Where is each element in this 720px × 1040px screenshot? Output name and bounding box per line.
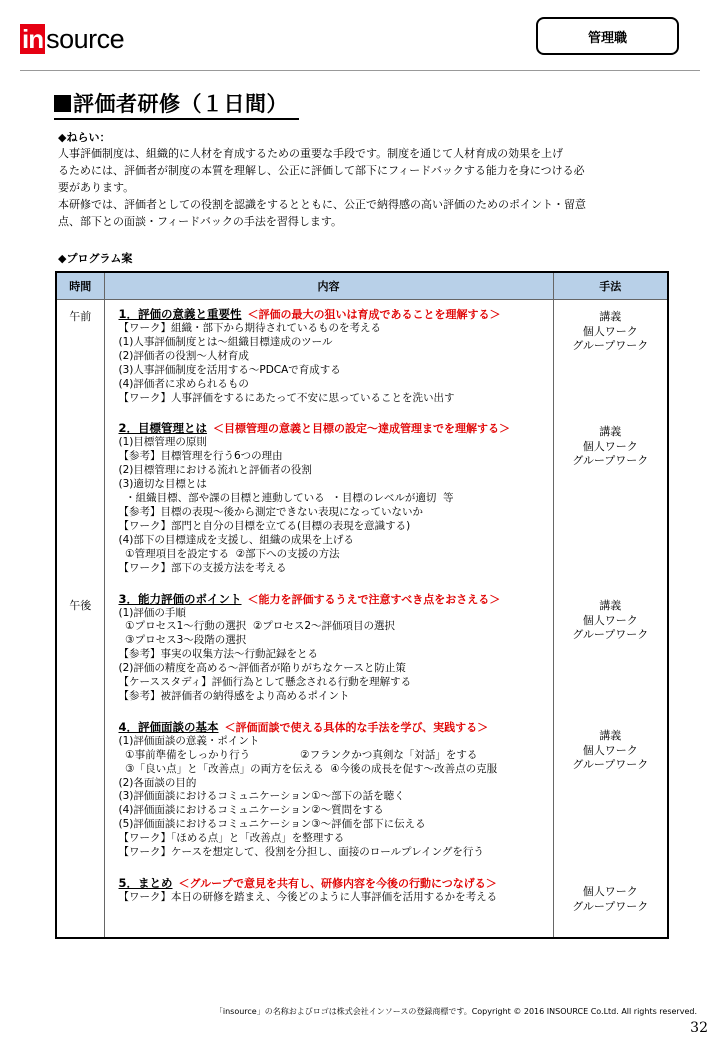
insource-logo xyxy=(20,24,124,54)
method-item: 講義 xyxy=(599,599,622,612)
aim-heading: ◆ねらい： xyxy=(58,131,111,144)
aim-line: 点、部下との面談・フィードバックの手法を習得します。 xyxy=(58,215,343,228)
block-line: (4)評価面談におけるコミュニケーション②～質問をする xyxy=(118,804,384,817)
block-line: 【ワーク】部下の支援方法を考える xyxy=(118,561,287,574)
program-heading: ◆プログラム案 xyxy=(58,252,133,265)
block-line: (4)部下の目標達成を支援し、組織の成果を上げる xyxy=(118,533,354,546)
logo-wordmark: source xyxy=(46,24,125,54)
block-line: 【ワーク】本日の研修を踏まえ、今後どのように人事評価を活用するかを考える xyxy=(118,891,498,903)
page-number: 32 xyxy=(690,1020,708,1036)
block-line: ①事前準備をしっかり行う ②フランクかつ真剣な「対話」をする xyxy=(118,748,478,761)
aim-line: るためには、評価者が制度の本質を理解し、公正に評価して部下にフィードバックする能力を身につける必 xyxy=(58,164,585,177)
block-line: ・組織目標、部や課の目標と連動している ・目標のレベルが適切 等 xyxy=(118,492,454,505)
block-methods xyxy=(554,599,668,643)
method-item: グループワーク xyxy=(572,628,649,641)
method-item: 個人ワーク xyxy=(582,439,638,453)
program-table-header-row xyxy=(56,272,668,300)
title-underline xyxy=(54,118,299,120)
block-line: (1)評価面談の意義・ポイント xyxy=(118,734,260,747)
block-line: 【ケーススタディ】評価行為として懸念される行動を理解する xyxy=(118,676,412,689)
block-heading xyxy=(119,720,553,735)
block-line: (3)適切な目標とは xyxy=(118,478,207,491)
block-line: 【ワーク】組織・部下から期待されているものを考える xyxy=(118,322,381,334)
block-subtitle: ＜目標管理の意義と目標の設定～達成管理までを理解する＞ xyxy=(213,422,511,436)
block-line: (4)評価者に求められるもの xyxy=(118,377,249,390)
block-title: 5．まとめ xyxy=(118,876,173,890)
block-title: 2．目標管理とは xyxy=(118,421,208,436)
block-line: (3)人事評価制度を活用する～PDCAで育成する xyxy=(118,363,341,376)
program-block xyxy=(119,592,553,704)
header-time: 時間 xyxy=(56,272,104,300)
block-heading xyxy=(119,307,553,322)
block-line: 【参考】目標の表現～後から測定できない表現になっていないか xyxy=(118,505,423,518)
block-heading xyxy=(119,592,553,607)
program-block xyxy=(119,876,553,905)
block-subtitle: ＜グループで意見を共有し、研修内容を今後の行動につなげる＞ xyxy=(178,877,497,890)
block-line: (2)評価者の役割～人材育成 xyxy=(118,349,249,362)
block-methods xyxy=(554,885,668,914)
black-square-icon xyxy=(54,95,71,112)
block-line: 【参考】被評価者の納得感をより高めるポイント xyxy=(118,689,350,702)
method-item: 個人ワーク xyxy=(582,324,638,338)
method-item: 個人ワーク xyxy=(582,885,638,898)
time-am: 午前 xyxy=(69,310,92,323)
block-line: 【参考】目標管理を行う6つの理由 xyxy=(118,450,283,463)
block-line: 【ワーク】部門と自分の目標を立てる(目標の表現を意識する) xyxy=(118,519,411,532)
method-item: グループワーク xyxy=(572,339,649,352)
block-line: (1)評価の手順 xyxy=(118,606,186,619)
program-table xyxy=(55,271,669,939)
block-heading xyxy=(119,876,553,891)
block-line: (2)各面談の目的 xyxy=(118,776,197,789)
time-column xyxy=(56,300,104,939)
program-block xyxy=(119,421,553,575)
block-line: (5)評価面談におけるコミュニケーション③～評価を部下に伝える xyxy=(118,818,426,831)
block-subtitle: ＜評価面談で使える具体的な手法を学び、実践する＞ xyxy=(224,720,489,734)
block-line: 【ワーク】「ほめる点」と「改善点」を整理する xyxy=(118,832,345,845)
page-title-text: 評価者研修（１日間） xyxy=(73,92,288,116)
content-column xyxy=(104,300,553,939)
method-item: 個人ワーク xyxy=(582,743,638,757)
block-line: 【参考】事実の収集方法～行動記録をとる xyxy=(118,648,318,661)
method-column xyxy=(553,300,668,939)
block-line: 【ワーク】ケースを想定して、役割を分担し、面接のロールプレイングを行う xyxy=(118,846,484,859)
block-line: ①プロセス1～行動の選択 ②プロセス2～評価項目の選択 xyxy=(118,620,396,633)
aim-line: 人事評価制度は、組織的に人材を育成するための重要な手段です。制度を通じて人材育成の効果を上げ xyxy=(58,147,564,160)
method-item: 講義 xyxy=(599,310,622,323)
category-badge: 管理職 xyxy=(536,17,679,55)
method-item: 講義 xyxy=(599,729,622,742)
block-line: (3)評価面談におけるコミュニケーション①～部下の話を聴く xyxy=(118,790,405,803)
block-heading xyxy=(119,421,553,436)
header-content: 内容 xyxy=(104,272,553,300)
method-item: 個人ワーク xyxy=(582,613,638,627)
block-title: 3．能力評価のポイント xyxy=(118,591,242,606)
block-line: 【ワーク】人事評価をするにあたって不安に思っていることを洗い出す xyxy=(118,391,455,404)
block-methods xyxy=(554,729,668,773)
copyright-footer: 「insource」の名称およびロゴは株式会社インソースの登録商標です。Copyright © 2016 INSOURCE Co.Ltd. All rights reserved. xyxy=(214,1007,697,1016)
block-line: (1)人事評価制度とは～組織目標達成のツール xyxy=(118,335,333,348)
block-methods xyxy=(554,425,668,469)
aim-line: 要があります。 xyxy=(58,181,135,194)
header-divider xyxy=(20,70,700,71)
block-title: 4．評価面談の基本 xyxy=(118,719,219,734)
block-subtitle: ＜評価の最大の狙いは育成であることを理解する＞ xyxy=(247,308,501,321)
page-title xyxy=(54,88,288,118)
block-title: 1．評価の意義と重要性 xyxy=(118,307,242,321)
program-block xyxy=(119,307,553,405)
aim-paragraph xyxy=(58,145,648,230)
header-method: 手法 xyxy=(553,272,668,300)
method-item: 講義 xyxy=(599,425,622,438)
block-line: (1)目標管理の原則 xyxy=(118,436,207,449)
program-table-body-row xyxy=(56,300,668,939)
block-line: ③「良い点」と「改善点」の両方を伝える ④今後の成長を促す～改善点の克服 xyxy=(118,762,498,775)
method-item: グループワーク xyxy=(572,758,649,771)
block-line: ③プロセス3～段階の選択 xyxy=(118,634,247,647)
block-line: (2)目標管理における流れと評価者の役割 xyxy=(118,464,312,477)
aim-line: 本研修では、評価者としての役割を認識をするとともに、公正で納得感の高い評価のためのポイント・留意 xyxy=(58,198,586,211)
block-line: (2)評価の精度を高める～評価者が陥りがちなケースと防止策 xyxy=(118,662,406,675)
block-subtitle: ＜能力を評価するうえで注意すべき点をおさえる＞ xyxy=(247,592,501,606)
method-item: グループワーク xyxy=(572,454,649,467)
method-item: グループワーク xyxy=(572,899,649,913)
block-line: ①管理項目を設定する ②部下への支援の方法 xyxy=(118,547,340,560)
program-block xyxy=(119,720,553,860)
time-pm: 午後 xyxy=(69,599,92,612)
logo-in-mark: in xyxy=(22,24,44,54)
block-methods xyxy=(554,310,668,354)
